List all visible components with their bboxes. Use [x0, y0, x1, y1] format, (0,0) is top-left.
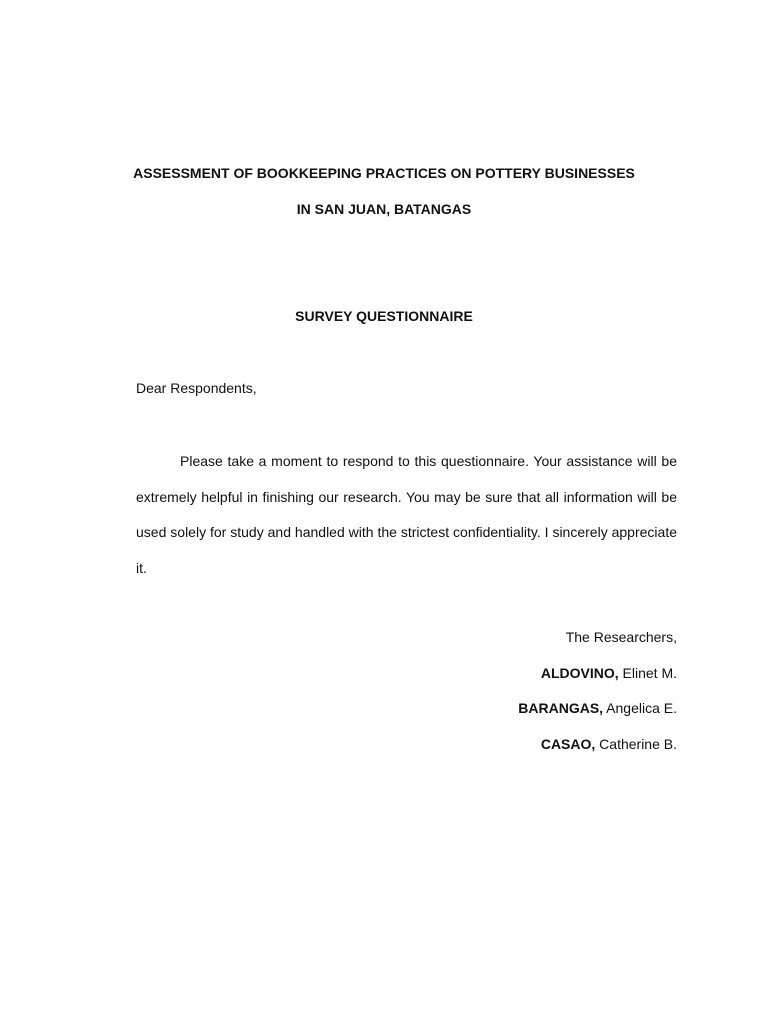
researcher-3-surname: CASAO, [540, 735, 596, 752]
researcher-1-given: Elinet M. [618, 664, 677, 681]
closing-line: The Researchers, [565, 629, 677, 645]
document-subtitle: SURVEY QUESTIONNAIRE [295, 308, 473, 324]
salutation: Dear Respondents, [136, 380, 257, 396]
body-paragraph: Please take a moment to respond to this questionnaire. Your assistance will be extremely helpful in finishing our research. You may be sure that all information will be used solely for study and handled with the strictest confidentiality. I sincerely appreciate it. [136, 453, 677, 576]
researcher-3-given: Catherine B. [595, 735, 677, 752]
researcher-2 [518, 691, 677, 727]
researcher-3 [518, 727, 677, 763]
researcher-1 [518, 656, 677, 692]
researcher-2-given: Angelica E. [603, 700, 677, 716]
researcher-2-surname: BARANGAS, [518, 700, 604, 716]
researcher-1-surname: ALDOVINO, [540, 664, 619, 681]
document-title-line-1: ASSESSMENT OF BOOKKEEPING PRACTICES ON POTTERY BUSINESSES [133, 165, 635, 181]
document-title-line-2: IN SAN JUAN, BATANGAS [296, 201, 472, 217]
signature-block [518, 620, 677, 762]
